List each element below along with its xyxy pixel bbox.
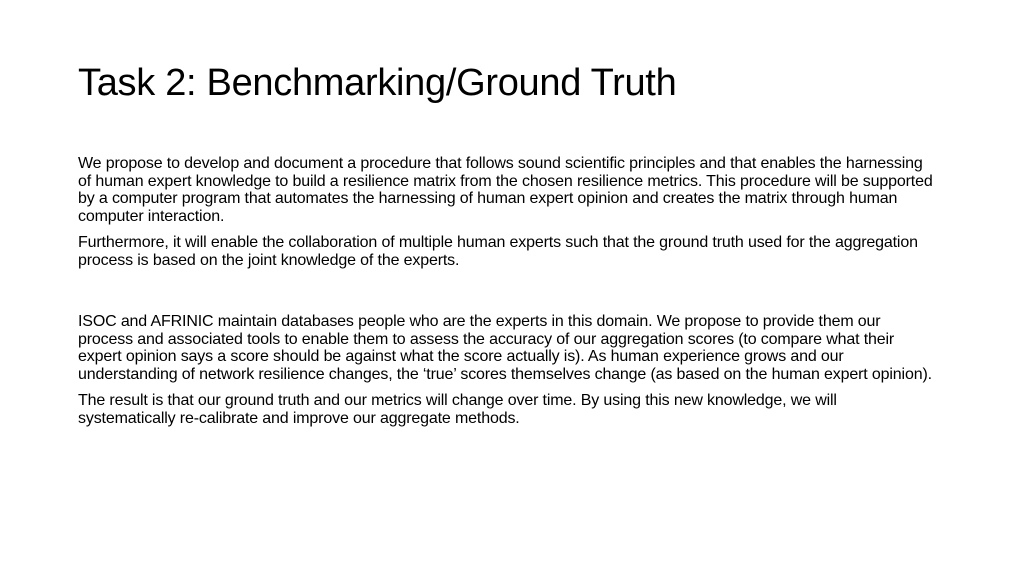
slide-body: [78, 155, 938, 436]
slide-title: Task 2: Benchmarking/Ground Truth: [78, 62, 677, 104]
spacer: [78, 278, 938, 313]
paragraph-result: The result is that our ground truth and our metrics will change over time. By using this new knowledge, we will systematically re-calibrate and improve our aggregate methods.: [78, 392, 837, 427]
paragraph-collaboration: Furthermore, it will enable the collaboration of multiple human experts such that the ground truth used for the aggregation process is based on the joint knowledge of the experts.: [78, 234, 918, 269]
paragraph-isoc-afrinic: ISOC and AFRINIC maintain databases people who are the experts in this domain. We propose to provide them our process and associated tools to enable them to assess the accuracy of our aggregation scores (to compare what their expert opinion says a score should be against what the score actually is). As human experience grows and our understanding of network resilience changes, the ‘true’ scores themselves change (as based on the human expert opinion).: [78, 313, 932, 383]
paragraph-procedure: We propose to develop and document a procedure that follows sound scientific principles and that enables the harnessing of human expert knowledge to build a resilience matrix from the chosen resilience metrics. This procedure will be supported by a computer program that automates the harnessing of human expert opinion and creates the matrix through human computer interaction.: [78, 155, 933, 225]
